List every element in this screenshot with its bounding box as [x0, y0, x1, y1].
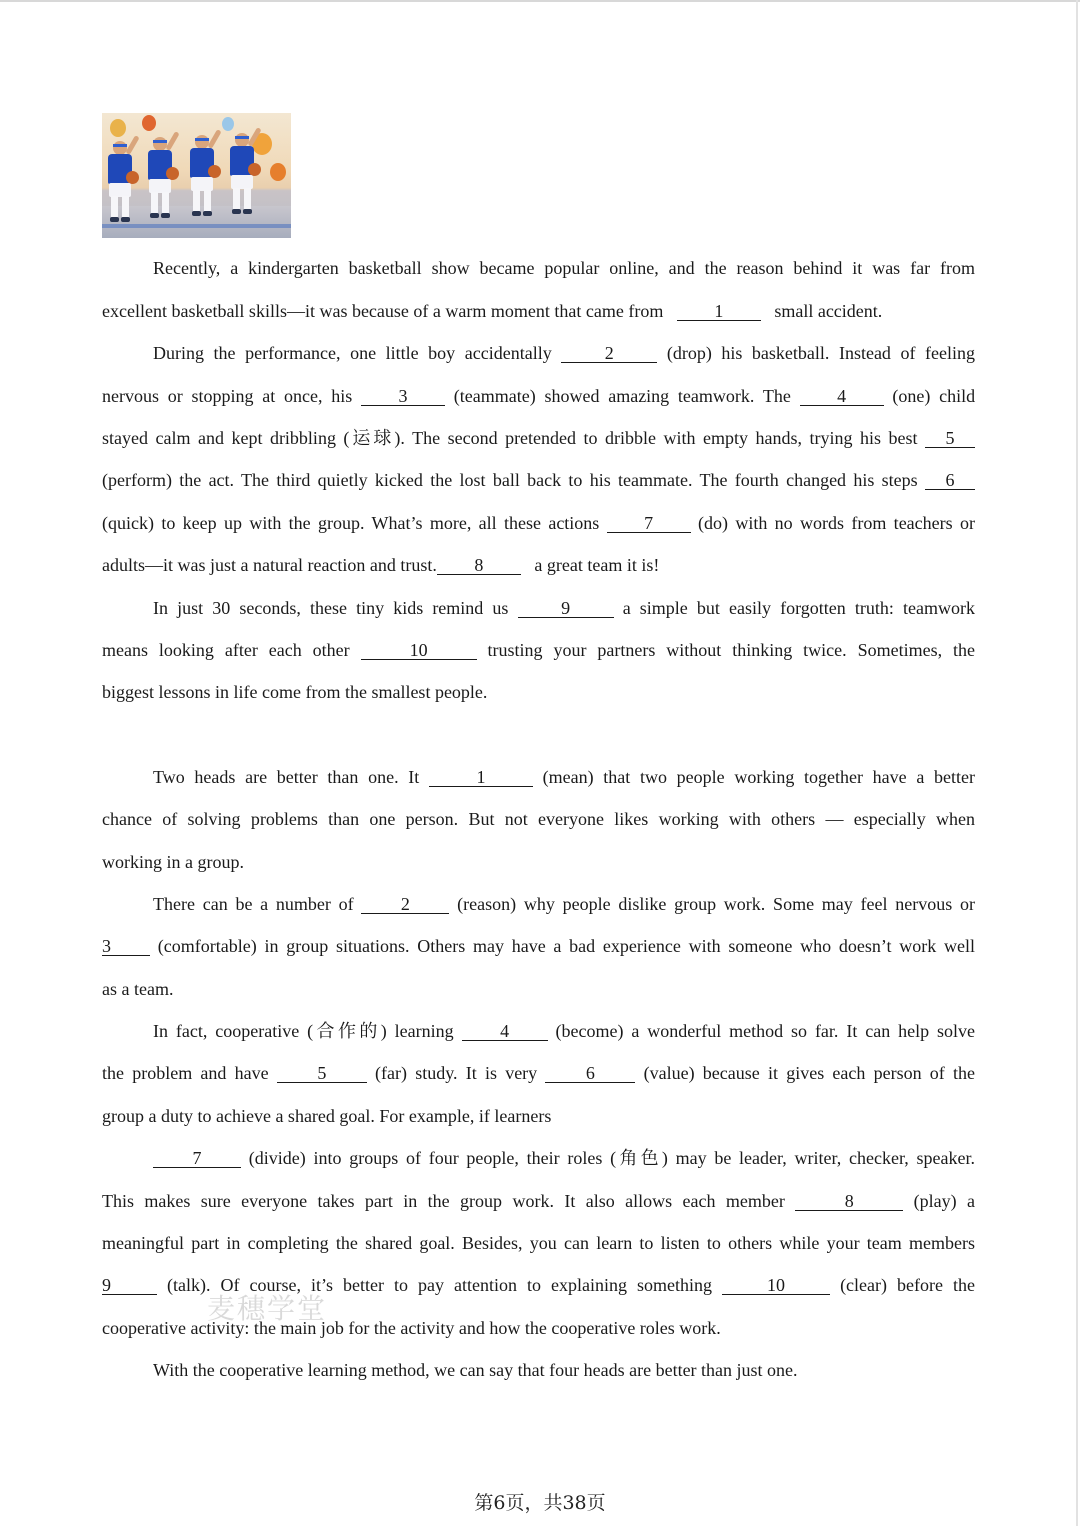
- text: In just 30 seconds, these tiny kids remind us: [153, 598, 509, 618]
- text: (play) a: [913, 1191, 976, 1211]
- text: a simple but easily forgotten truth: teamwork: [622, 598, 975, 618]
- p2-line-7: [153, 1020, 975, 1042]
- text: (divide) into groups of four people, their roles (角色) may be leader, writer, checker, speaker.: [248, 1148, 976, 1168]
- blank-10: 10: [361, 641, 477, 660]
- blank-9: 9: [102, 1276, 157, 1295]
- p2-line-5: [102, 935, 975, 957]
- blank-7: 7: [607, 514, 691, 533]
- text: (quick) to keep up with the group. What’s more, all these actions: [102, 513, 600, 533]
- blank-8: 8: [795, 1192, 903, 1211]
- text: Two heads are better than one. It: [153, 767, 420, 787]
- text: (far) study. It is very: [375, 1063, 538, 1083]
- blank-1: 1: [429, 768, 533, 787]
- blank-7: 7: [153, 1149, 241, 1168]
- blank-5: 5: [277, 1064, 367, 1083]
- p2-line-15: [153, 1359, 975, 1381]
- text: nervous or stopping at once, his: [102, 386, 353, 406]
- text: (value) because it gives each person of the: [643, 1063, 975, 1083]
- p1-line-11: [102, 681, 975, 703]
- blank-9: 9: [518, 599, 614, 618]
- text: (talk). Of course, it’s better to pay attention to explaining something: [167, 1275, 713, 1295]
- right-border: [1076, 0, 1078, 1526]
- p2-line-3: [102, 851, 975, 873]
- p1-line-2: [102, 300, 975, 322]
- text: group a duty to achieve a shared goal. For example, if learners: [102, 1106, 552, 1126]
- p1-line-8: [102, 554, 975, 576]
- blank-3: 3: [361, 387, 445, 406]
- text: trusting your partners without thinking twice. Sometimes, the: [487, 640, 976, 660]
- text: (drop) his basketball. Instead of feeling: [666, 343, 976, 363]
- blank-4: 4: [800, 387, 884, 406]
- text: This makes sure everyone takes part in the group work. It also allows each member: [102, 1191, 785, 1211]
- p2-line-8: [102, 1062, 975, 1084]
- text: (teammate) showed amazing teamwork. The: [453, 386, 791, 406]
- p2-line-6: [102, 978, 975, 1000]
- p1-line-7: [102, 512, 975, 534]
- blank-10: 10: [722, 1276, 830, 1295]
- text: There can be a number of: [153, 894, 354, 914]
- p2-line-14: [102, 1317, 975, 1339]
- text: the problem and have: [102, 1063, 269, 1083]
- p1-line-9: [153, 597, 975, 619]
- text: cooperative activity: the main job for the activity and how the cooperative roles work.: [102, 1318, 721, 1338]
- text: (mean) that two people working together have a better: [542, 767, 975, 787]
- text: working in a group.: [102, 852, 244, 872]
- text: means looking after each other: [102, 640, 350, 660]
- text: small accident.: [774, 301, 883, 321]
- text: (do) with no words from teachers or: [698, 513, 975, 533]
- text: meaningful part in completing the shared goal. Besides, you can learn to listen to others while your team members: [102, 1233, 975, 1253]
- p2-line-12: [102, 1232, 975, 1254]
- text: adults—it was just a natural reaction and trust.: [102, 555, 437, 575]
- text: (comfortable) in group situations. Others may have a bad experience with someone who doesn’t work well: [157, 936, 975, 956]
- top-border: [0, 0, 1080, 2]
- p2-line-10: [153, 1147, 975, 1169]
- text: excellent basketball skills—it was because of a warm moment that came from: [102, 301, 664, 321]
- blank-3: 3: [102, 937, 150, 956]
- text: Recently, a kindergarten basketball show became popular online, and the reason behind it was far from: [153, 258, 975, 278]
- text: In fact, cooperative (合作的) learning: [153, 1021, 454, 1041]
- p1-line-1: [153, 257, 975, 279]
- text: (perform) the act. The third quietly kicked the lost ball back to his teammate. The fourth changed his steps: [102, 470, 918, 490]
- p2-line-11: [102, 1190, 975, 1212]
- text: (clear) before the: [840, 1275, 975, 1295]
- blank-8: 8: [437, 556, 521, 575]
- blank-5: 5: [925, 429, 975, 448]
- watermark: 麦穗学堂: [207, 1292, 328, 1325]
- blank-4: 4: [462, 1022, 548, 1041]
- text: as a team.: [102, 979, 174, 999]
- blank-6: 6: [545, 1064, 635, 1083]
- blank-1: 1: [677, 302, 761, 321]
- text: stayed calm and kept dribbling (运球). The second pretended to dribble with empty hands, trying his best: [102, 428, 918, 448]
- text: (reason) why people dislike group work. Some may feel nervous or: [457, 894, 975, 914]
- blank-2: 2: [361, 895, 449, 914]
- text: biggest lessons in life come from the smallest people.: [102, 682, 488, 702]
- p2-line-9: [102, 1105, 975, 1127]
- text: During the performance, one little boy accidentally: [153, 343, 552, 363]
- text: chance of solving problems than one person. But not everyone likes working with others — especially when: [102, 809, 975, 829]
- p2-line-1: [153, 766, 975, 788]
- p1-line-5: [102, 427, 975, 449]
- blank-6: 6: [925, 471, 975, 490]
- text: With the cooperative learning method, we can say that four heads are better than just one.: [153, 1360, 798, 1380]
- text: a great team it is!: [534, 555, 660, 575]
- text: (become) a wonderful method so far. It can help solve: [555, 1021, 976, 1041]
- p2-line-2: [102, 808, 975, 830]
- kids-basketball-photo: [102, 113, 291, 238]
- page-number: 第6页，共38页: [474, 1492, 606, 1514]
- p2-line-4: [153, 893, 975, 915]
- p1-line-6: [102, 469, 975, 491]
- text: (one) child: [892, 386, 976, 406]
- blank-2: 2: [561, 344, 657, 363]
- p1-line-3: [153, 342, 975, 364]
- p1-line-4: [102, 385, 975, 407]
- p1-line-10: [102, 639, 975, 661]
